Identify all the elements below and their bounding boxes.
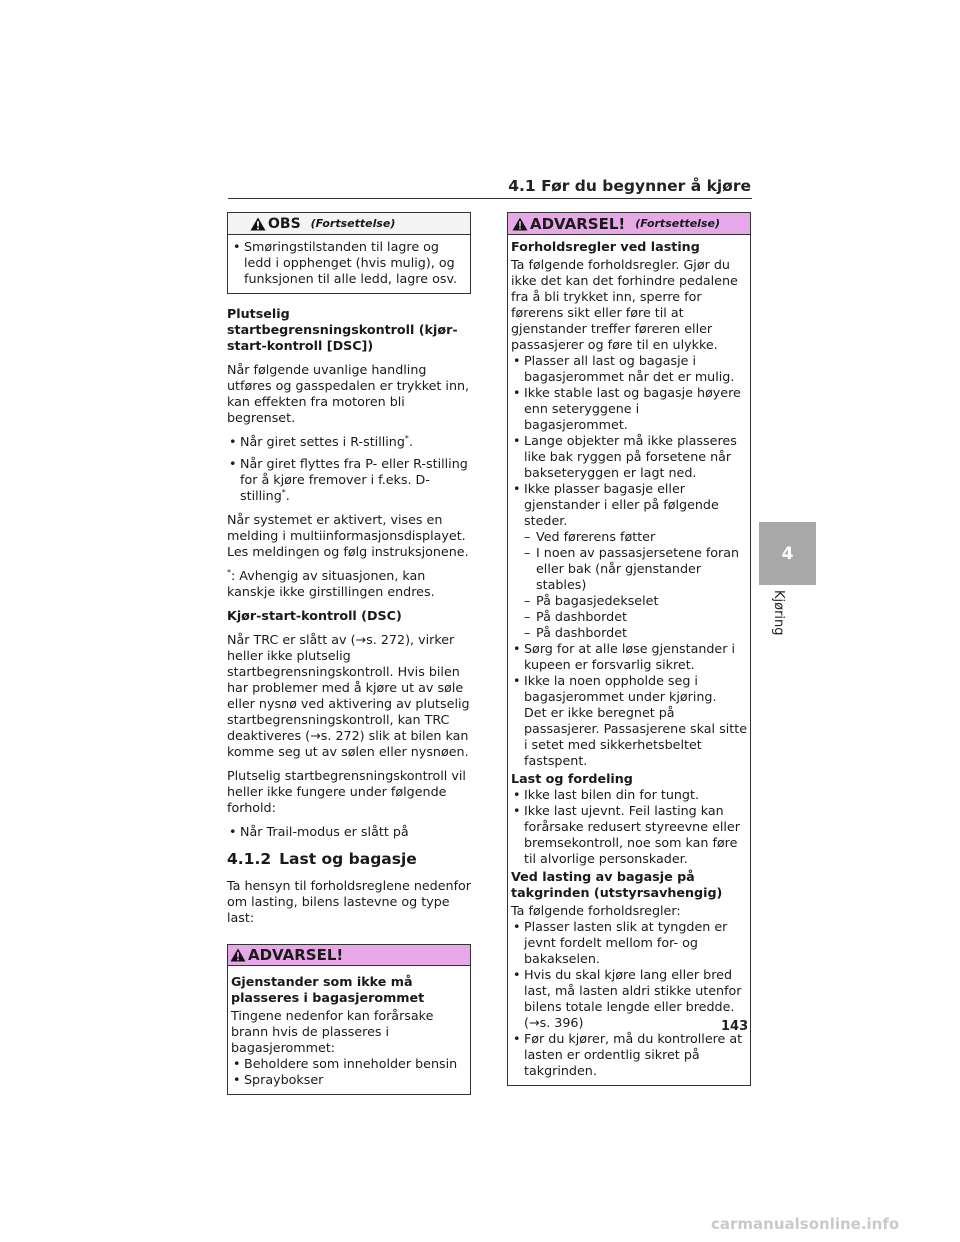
- section-title: Last og bagasje: [279, 850, 417, 868]
- loading-item: • Ikke stable last og bagasje høyere enn seteryggene i bagasjerommet.: [511, 385, 747, 433]
- place-item: – På dashbordet: [524, 609, 747, 625]
- header-rule: [228, 198, 752, 199]
- warning-continued-label: (Fortsettelse): [635, 216, 720, 230]
- warning-label-left: ADVARSEL!: [248, 946, 344, 964]
- warning-left-item-1: • Beholdere som inneholder bensin: [231, 1056, 467, 1072]
- warning-left-item-2: • Spraybokser: [231, 1072, 467, 1088]
- warning-box-left-body: [228, 966, 470, 1094]
- page-number: 143: [721, 1019, 749, 1034]
- loading-item: • Sørg for at alle løse gjenstander i kupeen er forsvarlig sikret.: [511, 641, 747, 673]
- place-item: – Ved førerens føtter: [524, 529, 747, 545]
- page-header-title: 4.1 Før du begynner å kjøre: [508, 177, 751, 195]
- warning-box-left-header: [228, 945, 470, 966]
- section-heading: [227, 850, 471, 868]
- start-control-item-2: • Når giret flyttes fra P- eller R-stilling for å kjøre fremover i f.eks. D-stilling*.: [227, 456, 471, 504]
- warning-left-text: Tingene nedenfor kan forårsake brann hvis de plasseres i bagasjerommet:: [231, 1008, 434, 1055]
- loading-item: • Ikke plasser bagasje eller gjenstander i eller på følgende steder. – Ved førerens føtter – I noen av passasjersetene foran eller bak (når gjenstander stables) – På bagasjedekselet – På dashbordet – På dashbordet: [511, 481, 747, 641]
- system-active-text: Når systemet er aktivert, vises en melding i multiinformasjonsdisplayet. Les meldingen og følg instruksjonene.: [227, 512, 469, 559]
- distribution-heading: Last og fordeling: [511, 771, 633, 786]
- warning-label-right: ADVARSEL!: [530, 214, 626, 233]
- loading-heading: Forholdsregler ved lasting: [511, 239, 700, 254]
- roof-item: • Plasser lasten slik at tyngden er jevnt fordelt mellom for- og bakakselen.: [511, 919, 747, 967]
- obs-item: • Smøringstilstanden til lagre og ledd i opphenget (hvis mulig), og funksjonen til alle ledd, lagre osv.: [231, 239, 467, 287]
- loading-text: Ta følgende forholdsregler. Gjør du ikke det kan det forhindre pedalene fra å bli trykket inn, sperre for førerens sikt eller føre til at gjenstander treffer føreren eller passasjerer og føre til en ulykke.: [511, 257, 738, 352]
- roof-text: Ta følgende forholdsregler:: [511, 903, 681, 918]
- warning-box-right: [507, 212, 751, 1086]
- place-item: – På dashbordet: [524, 625, 747, 641]
- section-intro: Ta hensyn til forholdsreglene nedenfor om lasting, bilens lastevne og type last:: [227, 878, 472, 925]
- distribution-item: • Ikke last bilen din for tungt.: [511, 787, 747, 803]
- chapter-label: Kjøring: [771, 590, 786, 636]
- warning-box-left: [227, 944, 471, 1095]
- dsc-not-work-text: Plutselig startbegrensningskontroll vil heller ikke fungere under følgende forhold:: [227, 768, 466, 815]
- obs-box-body: [228, 235, 470, 293]
- warning-triangle-icon: [250, 217, 266, 231]
- footnote: *: Avhengig av situasjonen, kan kanskje ikke girstillingen endres.: [227, 567, 435, 599]
- place-item: – På bagasjedekselet: [524, 593, 747, 609]
- section-number: 4.1.2: [227, 850, 272, 868]
- dsc-heading: Kjør-start-kontroll (DSC): [227, 608, 402, 623]
- dsc-item: • Når Trail-modus er slått på: [227, 824, 471, 840]
- roof-heading: Ved lasting av bagasje på takgrinden (utstyrsavhengig): [511, 869, 723, 900]
- obs-continued-label: (Fortsettelse): [310, 216, 396, 230]
- warning-box-right-body: [508, 235, 750, 1085]
- warning-triangle-icon: [230, 948, 246, 962]
- obs-box: [227, 212, 471, 294]
- distribution-item: • Ikke last ujevnt. Feil lasting kan forårsake redusert styreevne eller bremsekontroll, noe som kan føre til alvorlige personskader.: [511, 803, 747, 867]
- roof-item: • Før du kjører, må du kontrollere at lasten er ordentlig sikret på takgrinden.: [511, 1031, 747, 1079]
- loading-item: • Ikke la noen oppholde seg i bagasjerommet under kjøring. Det er ikke beregnet på passasjerer. Passasjerene skal sitte i setet med sikkerhetsbeltet fastspent.: [511, 673, 747, 769]
- obs-label: OBS: [268, 215, 301, 232]
- roof-item: • Hvis du skal kjøre lang eller bred last, må lasten aldri stikke utenfor bilens totale lengde eller bredde. (→s. 396): [511, 967, 747, 1031]
- chapter-tab: 4: [759, 522, 816, 585]
- warning-triangle-icon: [512, 217, 528, 231]
- start-control-item-1: • Når giret settes i R-stilling*.: [227, 434, 471, 450]
- dsc-text: Når TRC er slått av (→s. 272), virker heller ikke plutselig startbegrensningskontroll. Hvis bilen har problemer med å kjøre ut av søle eller nysnø ved aktivering av plutselig startbegrensningskontroll, kan TRC deaktiveres (→s. 272) slik at bilen kan komme seg ut av sølen eller nysnøen.: [227, 632, 470, 759]
- loading-item: • Plasser all last og bagasje i bagasjerommet når det er mulig.: [511, 353, 747, 385]
- warning-box-right-header: [508, 213, 750, 235]
- start-control-heading: Plutselig startbegrensningskontroll (kjør-start-kontroll [DSC]): [227, 306, 458, 353]
- left-column: [227, 212, 471, 1095]
- watermark-text: carmanualsonline.info: [711, 1215, 900, 1233]
- obs-box-header: [228, 213, 470, 235]
- loading-item: • Lange objekter må ikke plasseres like bak ryggen på forsetene når bakseteryggen er lagt ned.: [511, 433, 747, 481]
- start-control-intro: Når følgende uvanlige handling utføres og gasspedalen er trykket inn, kan effekten fra motoren bli begrenset.: [227, 362, 470, 425]
- right-column: [507, 212, 751, 1086]
- place-item: – I noen av passasjersetene foran eller bak (når gjenstander stables): [524, 545, 747, 593]
- warning-left-heading: Gjenstander som ikke må plasseres i bagasjerommet: [231, 974, 425, 1005]
